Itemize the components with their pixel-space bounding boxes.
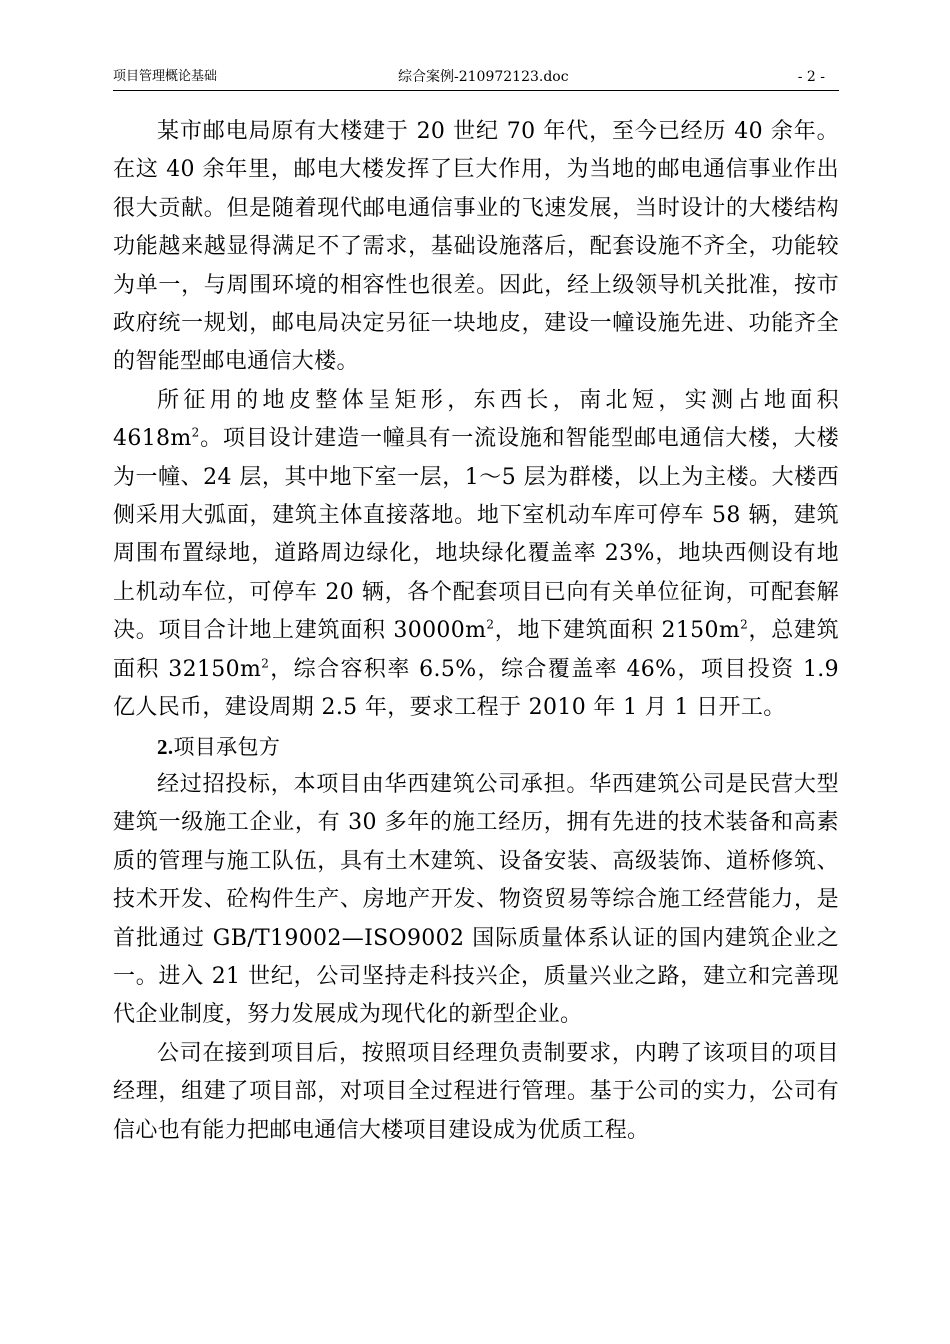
overview-text-4: ，总建筑面积 32150m [113,618,839,682]
paragraph-management: 公司在接到项目后，按照项目经理负责制要求，内聘了该项目的项目经理，组建了项目部，对项目全过程进行管理。基于公司的实力，公司有信心也有能力把邮电通信大楼项目建设成为优质工程。 [113,1040,839,1143]
overview-text-1: 所征用的地皮整体呈矩形，东西长，南北短，实测占地面积 4618m [113,387,839,452]
unit-superscript: 2 [191,425,200,440]
unit-superscript: 2 [740,617,749,632]
page-header [113,68,839,91]
paragraph-background: 某市邮电局原有大楼建于 20 世纪 70 年代，至今已经历 40 余年。在这 40 余年里，邮电大楼发挥了巨大作用，为当地的邮电通信事业作出很大贡献。但是随着现代邮电通信事业的飞速发展，当时设计的大楼结构功能越来越显得满足不了需求，基础设施落后，配套设施不齐全，功能较为单一，与周围环境的相容性也很差。因此，经上级领导机关批准，按市政府统一规划，邮电局决定另征一块地皮，建设一幢设施先进、功能齐全的智能型邮电通信大楼。 [113,119,839,375]
overview-text-3: ，地下建筑面积 2150m [494,618,741,644]
header-page-number: - 2 - [797,69,825,85]
document-body [113,113,839,1150]
section-title: 项目承包方 [173,734,281,759]
header-file-name: 综合案例-210972123.doc [398,69,569,85]
paragraph-project-overview [113,382,839,728]
section-heading [113,728,839,766]
unit-superscript: 2 [486,617,495,632]
overview-text-5: ，综合容积率 6.5%，综合覆盖率 46%，项目投资 1.9 亿人民币，建设周期 2.5 年，要求工程于 2010 年 1 月 1 日开工。 [113,656,839,721]
overview-text-2: 。项目设计建造一幢具有一流设施和智能型邮电通信大楼，大楼为一幢、24 层，其中地下室一层，1～5 层为群楼，以上为主楼。大楼西侧采用大弧面，建筑主体直接落地。地下室机动车库可停车 58 辆，建筑周围布置绿地，道路周边绿化，地块绿化覆盖率 23%，地块西侧设有地上机动车位，可停车 20 辆，各个配套项目已向有关单位征询，可配套解决。项目合计地上建筑面积 30000m [113,426,839,644]
paragraph-contractor: 经过招投标，本项目由华西建筑公司承担。华西建筑公司是民营大型建筑一级施工企业，有 30 多年的施工经历，拥有先进的技术装备和高素质的管理与施工队伍，具有土木建筑、设备安装、高级装饰、道桥修筑、技术开发、砼构件生产、房地产开发、物资贸易等综合施工经营能力，是首批通过 GB/T19002—ISO9002 国际质量体系认证的国内建筑企业之一。进入 21 世纪，公司坚持走科技兴企，质量兴业之路，建立和完善现代企业制度，努力发展成为现代化的新型企业。 [113,771,839,1028]
unit-superscript: 2 [261,656,270,671]
header-course-title: 项目管理概论基础 [113,69,218,84]
section-number: 2. [157,734,174,759]
